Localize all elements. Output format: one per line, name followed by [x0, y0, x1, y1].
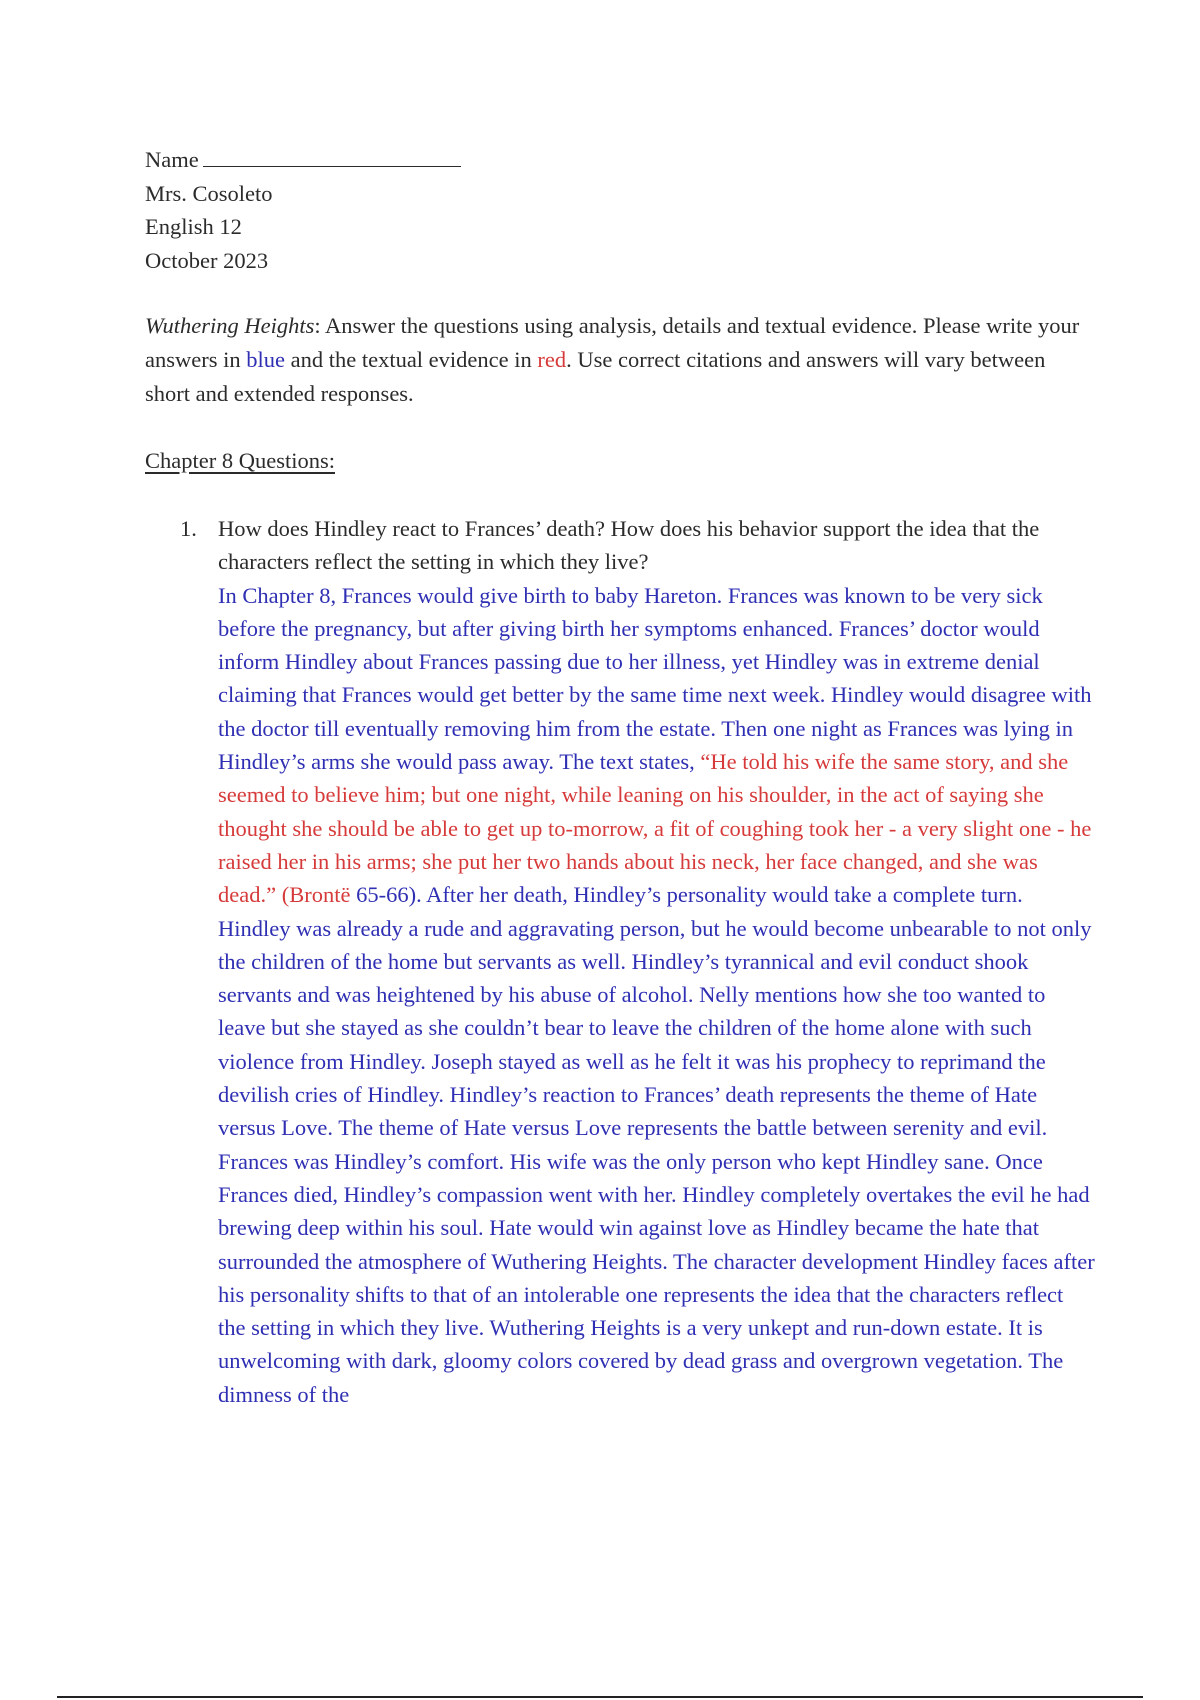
- question-1: [180, 512, 1095, 1411]
- page-bottom-rule: [57, 1696, 1143, 1698]
- question-body: [218, 512, 1095, 1411]
- answer-part-2: 65-66). After her death, Hindley’s personality would take a complete turn. Hindley was already a rude and aggravating person, but he would become unbearable to not only the children of the home but servants as well. Hindley’s tyrannical and evil conduct shook servants and was heightened by his abuse of alcohol. Nelly mentions how she too wanted to leave but she stayed as she couldn’t bear to leave the children of the home alone with such violence from Hindley. Joseph stayed as well as he felt it was his prophecy to reprimand the devilish cries of Hindley. Hindley’s reaction to Frances’ death represents the theme of Hate versus Love. The theme of Hate versus Love represents the battle between serenity and evil. Frances was Hindley’s comfort. His wife was the only person who kept Hindley sane. Once Frances died, Hindley’s compassion went with her. Hindley completely overtakes the evil he had brewing deep within his soul. Hate would win against love as Hindley became the hate that surrounded the atmosphere of Wuthering Heights. The character development Hindley faces after his personality shifts to that of an intolerable one represents the idea that the characters reflect the setting in which they live. Wuthering Heights is a very unkept and run-down estate. It is unwelcoming with dark, gloomy colors covered by dead grass and overgrown vegetation. The dimness of the: [218, 882, 1095, 1407]
- question-number: 1.: [180, 516, 197, 541]
- instructions: [145, 309, 1095, 411]
- instructions-text-3: . Use correct citations and answers will vary between short and extended responses.: [145, 347, 1046, 406]
- question-prompt: How does Hindley react to Frances’ death? How does his behavior support the idea that the characters reflect the setting in which they live?: [218, 516, 1040, 575]
- instructions-blue-word: blue: [246, 347, 285, 372]
- assignment-date: October 2023: [145, 247, 269, 273]
- course-name: English 12: [145, 214, 242, 239]
- answer-part-1: In Chapter 8, Frances would give birth to baby Hareton. Frances was known to be very sick before the pregnancy, but after giving birth her symptoms enhanced. Frances’ doctor would inform Hindley about Frances passing due to her illness, yet Hindley was in extreme denial claiming that Frances would get better by the same time next week. Hindley would disagree with the doctor till eventually removing him from the estate. Then one night as Frances was lying in Hindley’s arms she would pass away. The text states,: [218, 582, 1092, 775]
- answer-text: [218, 579, 1095, 1411]
- instructions-text-2: and the textual evidence in: [284, 347, 538, 372]
- textual-evidence: “He told his wife the same story, and she seemed to believe him; but one night, while leaning on his shoulder, in the act of saying she thought she should be able to get up to-morrow, a fit of coughing took her - a very slight one - he raised her in his arms; she put her two hands about his neck, her face changed, and she was dead.” (Brontë: [218, 749, 1092, 908]
- student-header: [145, 143, 461, 277]
- instructions-red-word: red: [537, 347, 567, 372]
- chapter-heading: Chapter 8 Questions:: [145, 448, 335, 473]
- name-blank: [203, 144, 461, 167]
- book-title: Wuthering Heights: [145, 313, 315, 338]
- name-label: Name: [145, 147, 199, 172]
- instructions-text-1: : Answer the questions using analysis, details and textual evidence. Please write your answers in: [145, 313, 1080, 372]
- name-line: [145, 143, 461, 177]
- teacher-name: Mrs. Cosoleto: [145, 180, 273, 206]
